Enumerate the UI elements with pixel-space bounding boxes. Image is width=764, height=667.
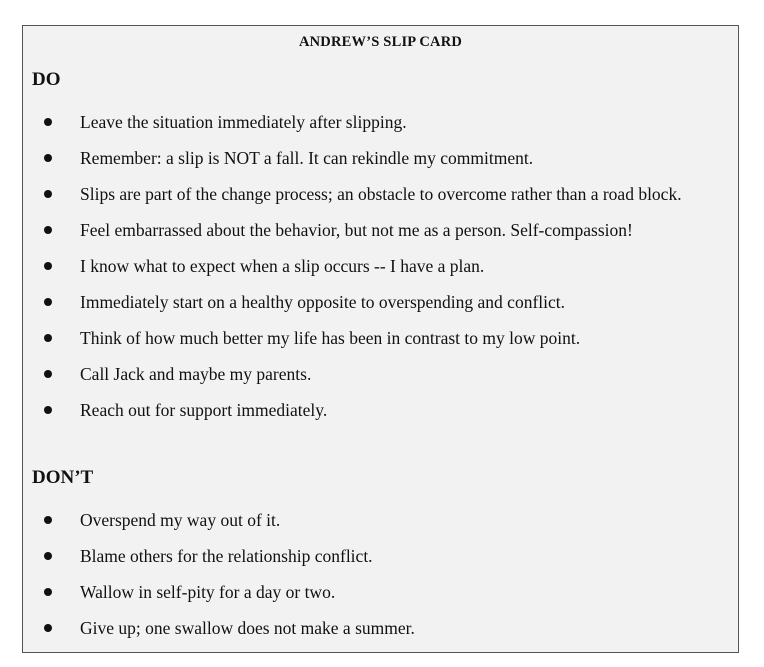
list-item [23, 176, 738, 212]
bullet-icon [44, 154, 52, 162]
list-item [23, 610, 738, 646]
list-item-text: Give up; one swallow does not make a summer. [80, 618, 415, 638]
list-item [23, 392, 738, 428]
list-item-text: I know what to expect when a slip occurs -- I have a plan. [80, 256, 485, 276]
bullet-icon [44, 552, 52, 560]
list-item [23, 140, 738, 176]
bullet-icon [44, 624, 52, 632]
list-item [23, 502, 738, 538]
dont-list [23, 502, 738, 646]
list-item-text: Remember: a slip is NOT a fall. It can rekindle my commitment. [80, 148, 534, 168]
bullet-icon [44, 298, 52, 306]
list-item [23, 104, 738, 140]
bullet-icon [44, 118, 52, 126]
list-item [23, 320, 738, 356]
list-item-text: Call Jack and maybe my parents. [80, 364, 312, 384]
card-title: ANDREW’S SLIP CARD [298, 34, 463, 50]
do-list [23, 104, 738, 428]
bullet-icon [44, 588, 52, 596]
list-item-text: Blame others for the relationship conflict. [80, 546, 373, 566]
list-item-text: Wallow in self-pity for a day or two. [80, 582, 336, 602]
list-item [23, 356, 738, 392]
do-heading: DO [32, 69, 61, 90]
list-item [23, 212, 738, 248]
list-item [23, 248, 738, 284]
bullet-icon [44, 516, 52, 524]
bullet-icon [44, 190, 52, 198]
list-item-text: Overspend my way out of it. [80, 510, 281, 530]
dont-heading: DON’T [32, 467, 94, 488]
list-item-text: Immediately start on a healthy opposite to overspending and conflict. [80, 292, 566, 312]
slip-card [22, 25, 739, 653]
bullet-icon [44, 262, 52, 270]
list-item [23, 538, 738, 574]
list-item-text: Think of how much better my life has been in contrast to my low point. [80, 328, 581, 348]
bullet-icon [44, 334, 52, 342]
bullet-icon [44, 406, 52, 414]
list-item [23, 574, 738, 610]
bullet-icon [44, 370, 52, 378]
list-item-text: Feel embarrassed about the behavior, but not me as a person. Self-compassion! [80, 220, 633, 240]
list-item-text: Reach out for support immediately. [80, 400, 328, 420]
list-item [23, 284, 738, 320]
bullet-icon [44, 226, 52, 234]
list-item-text: Leave the situation immediately after slipping. [80, 112, 407, 132]
list-item-text: Slips are part of the change process; an obstacle to overcome rather than a road block. [80, 184, 682, 204]
